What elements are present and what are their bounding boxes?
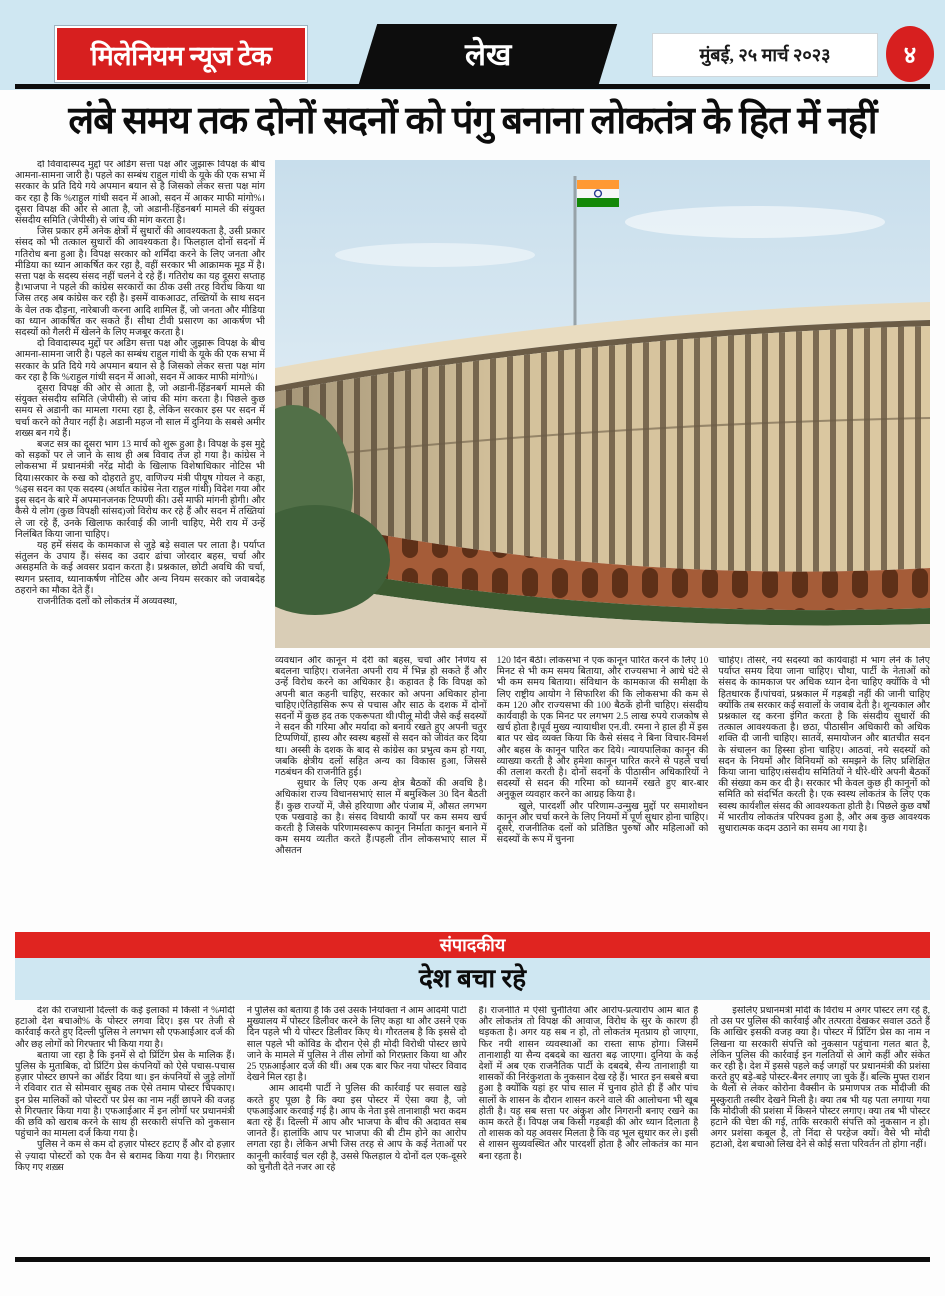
paragraph: बजट सत्र का दूसरा भाग 13 मार्च को शुरू हुआ है। विपक्ष के इस मुद्दे को सड़कों पर ले जाने के साथ ही अब विवाद तेज हो गया है। कांग्रेस ने लोकसभा में प्रधानमंत्री नरेंद्र मोदी के खिलाफ विशेषाधिकार नोटिस भी दिया।सरकार के रुख को दोहराते हुए, वाणिज्य मंत्री पीयूष गोयल ने कहा, %इस सदन का एक सदस्य (अर्थात कांग्रेस नेता राहुल गांधी) विदेश गया और इस सदन के बारे में अपमानजनक टिप्पणी की। उसे माफी मांगनी होगी। और कैसे ये लोग (कुछ विपक्षी सांसद)जो विरोध कर रहे हैं और सदन में तख्तियां ले जा रहे हैं, उनके खिलाफ कार्रवाई की जानी चाहिए, मेरी राय में उन्हें निलंबित किया जाना चाहिए। xyxy=(15,440,265,540)
paragraph: दूसरा विपक्ष की ओर से आता है, जो अडानी-हिंडनबर्ग मामले की संयुक्त संसदीय समिति (जेपीसी) से जांच की मांग करता है। पिछले कुछ समय से अडानी का मामला गरमा रहा है, लेकिन सरकार इस पर सदन में चर्चा करने को तैयार नहीं है। अडानी महज नौ साल में दुनिया के सबसे अमीर शख्स बन गये हैं। xyxy=(15,384,265,439)
article-headline: लंबे समय तक दोनों सदनों को पंगु बनाना लोकतंत्र के हित में नहीं xyxy=(68,100,877,142)
article-column-3 xyxy=(497,656,709,930)
paragraph: बताया जा रहा है कि इनमें से दो प्रिंटिंग प्रेस के मालिक हैं। पुलिस के मुताबिक, दो प्रिंटिंग प्रेस कंपनियों को ऐसे पचास-पचास हज़ार पोस्टर छापने का ऑर्डर दिया था। इन कंपनियों से जुड़े लोगों ने रविवार रात से सोमवार सुबह तक ऐसे तमाम पोस्टर चिपकाए।इन प्रेस मालिकों को पोस्टरों पर प्रेस का नाम नहीं छापने की वजह से गिरफ्तार किया गया है। एफआईआर में इन लोगों पर प्रधानमंत्री की छवि को खराब करने के साथ ही सरकारी संपत्ति को नुकसान पहुंचाने का मामला दर्ज किया गया है। xyxy=(15,1050,235,1140)
paragraph: दो विवादास्पद मुद्दों पर अडिग सत्ता पक्ष और जुझारू विपक्ष के बीच आमना-सामना जारी है। पहले का सम्बंध राहुल गांधी के यूके की एक सभा में सरकार के प्रति दिये गये अपमान बयान से है जिसको लेकर सत्ता पक्ष मांग कर रहा है कि %राहुल गांधी सदन में आओ, सदन में आकर माफी मांगो%। xyxy=(15,339,265,383)
paragraph: ने पुलिस को बताया है कि उसे उसके नियोक्ता ने आम आदमी पार्टी मुख्यालय में पोस्टर डिलीवर करने के लिए कहा था और उसने एक दिन पहले भी ये पोस्टर डिलीवर किए थे। गौरतलब है कि इससे दो साल पहले भी कोविड के दौरान ऐसे ही मोदी विरोधी पोस्टर छापे जाने के मामले में पुलिस ने तीस लोगों को गिरफ़्तार किया था और 25 एफ़आईआर दर्ज की थीं। अब एक बार फिर नया पोस्टर विवाद देखने मिल रहा है। xyxy=(246,1006,467,1084)
paragraph: दो विवादास्पद मुद्दों पर अडिग सत्ता पक्ष और जुझारू विपक्ष के बीच आमना-सामना जारी है। पहले का सम्बंध राहुल गांधी के यूके की एक सभा में सरकार के प्रति दिये गये अपमान बयान से है जिसको लेकर सत्ता पक्ष मांग कर रहा है कि %राहुल गांधी सदन में आओ, सदन में आकर माफी मांगो%। दूसरा विपक्ष की ओर से आता है, जो अडानी-हिंडनबर्ग मामले की संयुक्त संसदीय समिति (जेपीसी) से जांच की मांग करता है। xyxy=(15,160,265,227)
parliament-illustration xyxy=(275,160,930,648)
dateline: मुंबई, २५ मार्च २०२३ xyxy=(652,33,878,77)
paragraph: यह हमें संसद के कामकाज से जुड़े बड़े सवाल पर लाता है। पर्याप्त संतुलन के उपाय हैं। संसद का उदार ढांचा जोरदार बहस, चर्चा और असहमति के कई अवसर प्रदान करता है। प्रश्नकाल, छोटी अवधि की चर्चा, स्थगन प्रस्ताव, ध्यानाकर्षण नोटिस और अन्य नियम सरकार को जवाबदेह ठहराने का मौका देते हैं। xyxy=(15,540,265,596)
paragraph: चाहिए। तीसरे, नये सदस्यों को कार्यवाही में भाग लेने के लिए पर्याप्त समय दिया जाना चाहिए। चौथा, पार्टी के नेताओं को संसद के कामकाज पर अधिक ध्यान देना चाहिए क्योंकि वे भी हितधारक हैं।पांचवां, प्रश्नकाल में गड़बड़ी नहीं की जानी चाहिए क्योंकि तब सरकार कई सवालों के जवाब देती है। शून्यकाल और प्रश्नकाल रद्द करना इंगित करता है कि संसदीय सुधारों की तत्काल आवश्यकता है। छठा, पीठासीन अधिकारी को अधिक शक्ति दी जानी चाहिए। सातवें, समायोजन और बातचीत सदन के संचालन का हिस्सा होना चाहिए। आठवां, नये सदस्यों को सदन के नियमों और विनियमों को समझने के लिए प्रशिक्षित किया जाना चाहिए।संसदीय समितियों ने धीरे-धीरे अपनी बैठकों की संख्या कम कर दी है। सरकार भी केवल कुछ ही कानूनों को समिति को संदर्भित करती है। एक स्वस्थ लोकतंत्र के लिए एक स्वस्थ कार्यशील संसद की आवश्यकता होती है। पिछले कुछ वर्षों में भारतीय लोकतंत्र परिपक्व हुआ है, और अब कुछ आवश्यक सुधारात्मक कदम उठाने का समय आ गया है। xyxy=(718,656,931,835)
article-column-4 xyxy=(718,656,930,930)
paragraph: इसलिए प्रधानमंत्री मोदी के विरोध में अगर पोस्टर लग रहे हैं, तो उस पर पुलिस की कार्रवाई और तत्परता देखकर सवाल उठते हैं कि आखिर इसकी वजह क्या है। पोस्टर में प्रिंटिंग प्रेस का नाम न लिखना या सरकारी संपत्ति को नुकसान पहुंचाना गलत बात है, लेकिन पुलिस की कार्रवाई इन गलतियों से आगे कहीं और संकेत कर रही है। देश में इससे पहले कई जगहों पर प्रधानमंत्री की प्रशंसा करते हुए बड़े-बड़े पोस्टर-बैनर लगाए जा चुके हैं। बल्कि मुफ्त राशन के थैलों से लेकर कोरोना वैक्सीन के प्रमाणपत्र तक मोदीजी की मुस्कुराती तस्वीर देखने मिली है। क्या तब भी यह पता लगाया गया कि मोदीजी की प्रशंसा में किसने पोस्टर लगाए। क्या तब भी पोस्टर हटाने की चेष्टा की गई, ताकि सरकारी संपत्ति को नुकसान न हो। अगर प्रशंसा कबूल है, तो निंदा से परहेज क्यों। वैसे भी मोदी हटाओ, देश बचाओ लिख देने से कोई सत्ता परिवर्तन तो होगा नहीं। xyxy=(710,1006,930,1151)
header-rule xyxy=(15,84,930,89)
paragraph: 120 दिन बैठीं। लोकसभा ने एक कानून पारित करने के लिए 10 मिनट से भी कम समय बिताया, और राज्यसभा ने आधे घंटे से भी कम समय बिताया। संविधान के कामकाज की समीक्षा के लिए राष्ट्रीय आयोग ने सिफारिश की कि लोकसभा की कम से कम 120 और राज्यसभा की 100 बैठकें होनी चाहिए। संसदीय कार्यवाही के एक मिनट पर लगभग 2.5 लाख रुपये राजकोष से खर्च होता है।पूर्व मुख्य न्यायाधीश एन.वी. रमना ने हाल ही में इस बात पर खेद व्यक्त किया कि कैसे संसद ने बिना विचार-विमर्श और बहस के कानून पारित कर दिये। न्यायपालिका कानून की व्याख्या करती है और हमेशा कानून पारित करने से पहले चर्चा की तलाश करती है। दोनों सदनों के पीठासीन अधिकारियों ने सदस्यों से सदन की गरिमा को ध्यानमें रखते हुए बार-बार अनुकूल व्यवहार करने का आग्रह किया है। xyxy=(496,656,709,801)
page-number-badge: ४ xyxy=(886,26,934,82)
article-subcolumns xyxy=(275,656,930,930)
paragraph: खुले, पारदर्शी और परिणाम-उन्मुख मुद्दों पर समाशोधन कानून और चर्चा करने के लिए नियमों में पूर्ण सुधार होना चाहिए। दूसरे, राजनीतिक दलों को प्रतिष्ठित पुरुषों और महिलाओं को सदस्यों के रूप में चुनना xyxy=(496,801,709,846)
paragraph: व्यवधान और कानून में देरी को बहस, चर्चा और निर्णय से बदलना चाहिए। राजनेता अपनी राय में भिन्न हो सकते हैं और उन्हें विरोध करने का अधिकार है। कहावत है कि विपक्ष को अपनी बात कहनी चाहिए, सरकार को अपना अधिकार होना चाहिए।ऐतिहासिक रूप से पचास और साठ के दशक में दोनों सदनों में कुछ हद तक एकरूपता थी।पीलू मोदी जैसे कई सदस्यों ने सदन की गरिमा और मर्यादा को बनाये रखते हुए अपनी चतुर टिप्पणियों, हास्य और स्वस्थ बहसों से सदन को जीवंत कर दिया था। अस्सी के दशक के बाद से कांग्रेस का प्रभुत्व कम हो गया, जबकि क्षेत्रीय दलों सहित अन्य का विकास हुआ, जिससे गठबंधन की राजनीति हुई। xyxy=(275,656,487,779)
paragraph: आम आदमी पार्टी ने पुलिस की कार्रवाई पर सवाल खड़े करते हुए पूछा है कि क्या इस पोस्टर में ऐसा क्या है, जो एफआईआर करवाई गई है। आप के नेता इसे तानाशाही भरा कदम बता रहे हैं। दिल्ली में आप और भाजपा के बीच की अदावत सब जानते हैं। हालांकि आप पर भाजपा की बी टीम होने का आरोप लगता रहा है। लेकिन अभी जिस तरह से आप के कई नेताओं पर कानूनी कार्रवाई चल रही है, उससे फिलहाल ये दोनों दल एक-दूसरे को चुनौती देते नजर आ रहे xyxy=(246,1084,467,1173)
editorial-body xyxy=(15,1006,930,1254)
editorial-column-3 xyxy=(479,1006,699,1254)
article-column-2 xyxy=(275,656,487,930)
parliament-house-photo xyxy=(275,160,930,648)
paragraph: राजनीतिक दलों को लोकतंत्र में अव्यवस्था, xyxy=(37,596,178,607)
article-body xyxy=(15,160,930,930)
section-band xyxy=(359,24,617,84)
editorial-kicker: संपादकीय xyxy=(15,932,930,958)
paragraph: देश की राजधानी दिल्ली के कई इलाकों में किसी ने %मोदी हटाओ देश बचाओ% के पोस्टर लगवा दिए। इस पर तेजी से कार्रवाई करते हुए दिल्ली पुलिस ने लगभग सौ एफआईआर दर्ज की और छह लोगों को गिरफ्तार भी किया गया है। xyxy=(15,1006,235,1050)
editorial-title: देश बचा रहे xyxy=(418,964,527,993)
editorial-column-4 xyxy=(710,1006,930,1254)
paragraph: पुलिस ने कम से कम दो हज़ार पोस्टर हटाए हैं और दो हज़ार से ज़्यादा पोस्टरों को एक वैन से बरामद किया गया है। गिरफ़्तार किए गए शख़्स xyxy=(15,1140,235,1173)
brand-title: मिलेनियम न्यूज टेक xyxy=(90,40,272,71)
editorial-column-1 xyxy=(15,1006,235,1254)
masthead xyxy=(0,0,945,90)
bottom-rule xyxy=(15,1257,930,1262)
editorial-column-2 xyxy=(247,1006,467,1254)
paragraph: सुधार के लिए एक अन्य क्षेत्र बैठकों की अवधि है। अधिकांश राज्य विधानसभाएं साल में बमुश्किल 30 दिन बैठती हैं। कुछ राज्यों में, जैसे हरियाणा और पंजाब में, औसत लगभग एक पखवाड़े का है। संसद विधायी कार्यों पर कम समय खर्च करती है जिसके परिणामस्वरूप कानून निर्माता कानून बनाने में कम समय व्यतीत करते हैं।पहली तीन लोकसभाएं साल में औसतन xyxy=(275,779,487,857)
editorial-title-band xyxy=(15,958,930,1000)
brand-box xyxy=(55,26,307,82)
article-column-1 xyxy=(15,160,265,930)
paragraph: जिस प्रकार हमें अनेक क्षेत्रों में सुधारों की आवश्यकता है, उसी प्रकार संसद को भी तत्काल सुधारों की आवश्यकता है। फिलहाल दोनों सदनों में गतिरोध बना हुआ है। विपक्ष सरकार को शर्मिंदा करने के लिए जनता और मीडिया का ध्यान आकर्षित कर रहा है, वहीं सरकार भी आक्रामक मूड में है। सत्ता पक्ष के सदस्य संसद नहीं चलने दे रहे हैं। गतिरोध का यह दूसरा सप्ताह है।भाजपा ने पहले की कांग्रेस सरकारों का ठीक उसी तरह विरोध किया था जिस तरह अब कांग्रेस कर रही है। इसमें वाकआउट, तख्तियों के साथ सदन के वेल तक दौड़ना, नारेबाजी करना आदि शामिल हैं, जो जनता और मीडिया का ध्यान आकर्षित कर सकते हैं। सीधा टीवी प्रसारण का आकर्षण भी सदस्यों को गैलरी में खेलने के लिए मजबूर करता है। xyxy=(15,227,265,339)
article-right-area xyxy=(275,160,930,930)
paragraph: हैं। राजनीति में ऐसी चुनौतियां और आरोप-प्रत्यारोप आम बात हैं और लोकतंत्र तो विपक्ष की आवाज, विरोध के सुर के कारण ही धड़कता है। अगर यह सब न हो, तो लोकतंत्र मृतप्राय हो जाएगा, फिर नयी शासन व्यवस्थाओं का रास्ता साफ होगा। जिसमें तानाशाही या सैन्य दबदबे का खतरा बढ़ जाएगा। दुनिया के कई देशों में अब एक राजनैतिक पार्टी के दबदबे, सैन्य तानाशाही या शासकों की निरंकुशता के नुकसान देख रहे हैं। भारत इन सबसे बचा हुआ है क्योंकि यहां हर पांच साल में चुनाव होते ही हैं और पांच सालों के शासन के दौरान शासन करने वाले की आलोचना भी खूब होती है। यह सब सत्ता पर अंकुश और निगरानी बनाए रखने का काम करते हैं। विपक्ष जब किसी गड़बड़ी की ओर ध्यान दिलाता है तो शासक को यह अवसर मिलता है कि वह भूल सुधार कर ले। इसी से शासन सुव्यवस्थित और पारदर्शी होता है और लोकतंत्र का मान बना रहता है। xyxy=(478,1006,699,1162)
section-label: लेख xyxy=(464,37,512,72)
